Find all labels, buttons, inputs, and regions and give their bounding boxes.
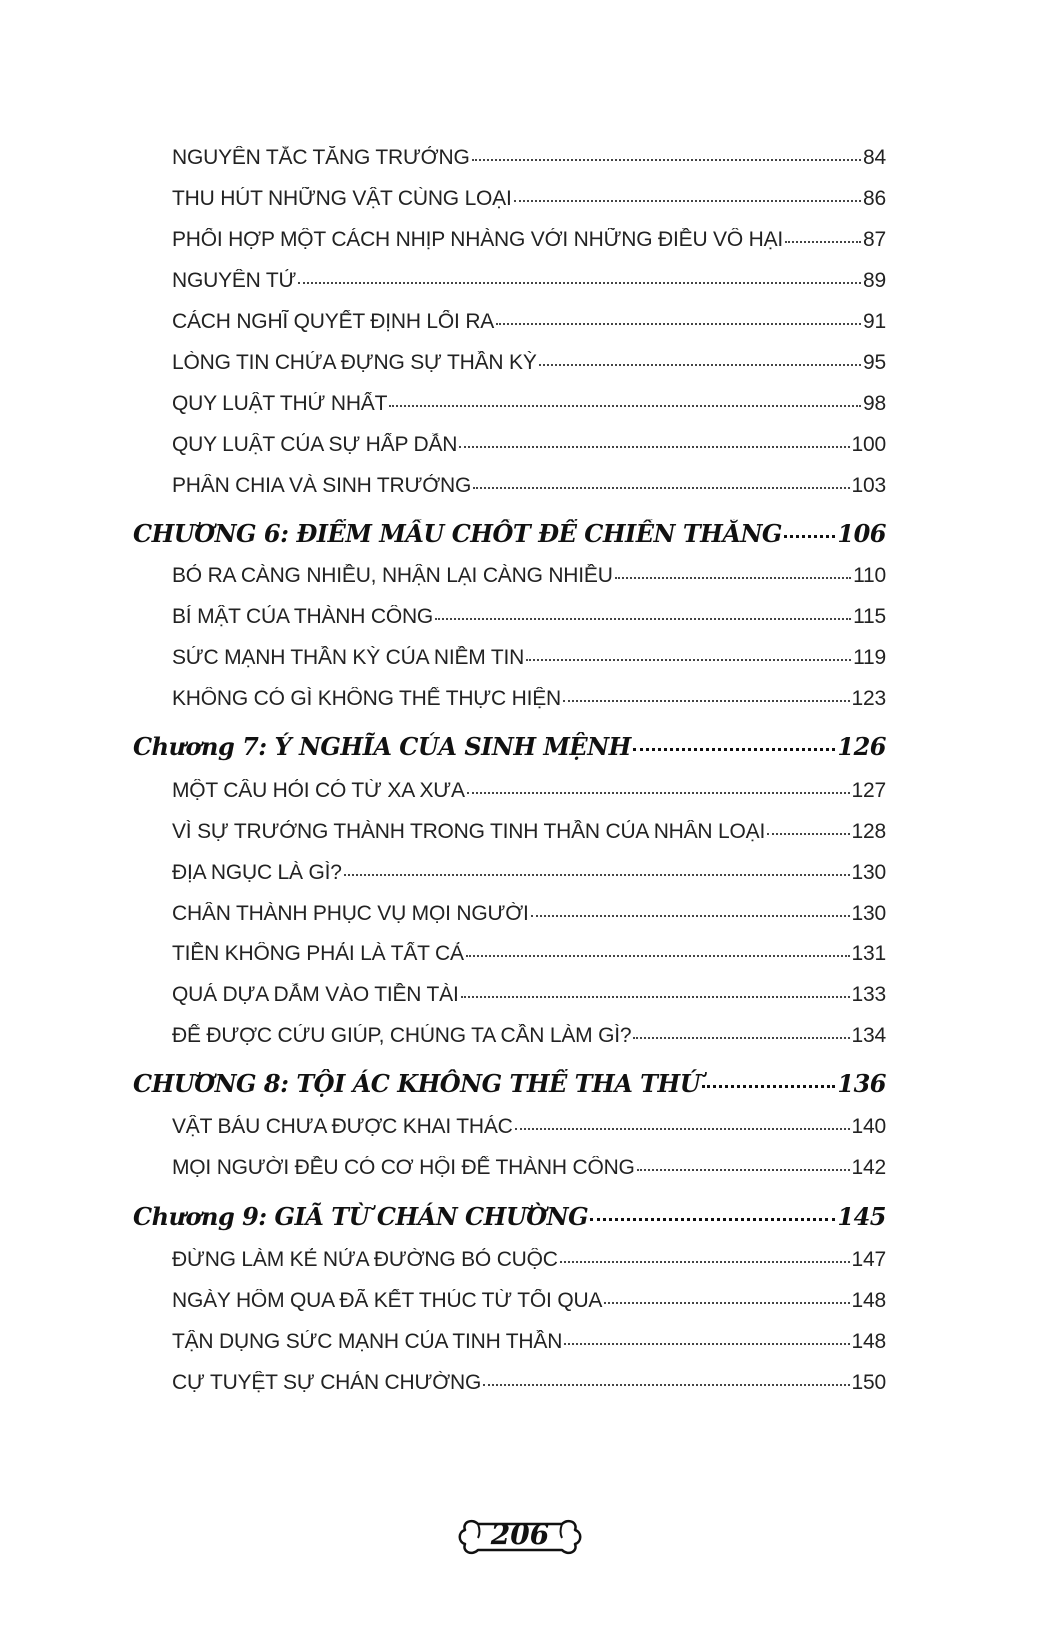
toc-entry-page: 98 bbox=[863, 392, 886, 415]
dot-leader bbox=[435, 618, 851, 620]
toc-entry-page: 123 bbox=[851, 687, 886, 710]
toc-entry bbox=[172, 1024, 886, 1048]
toc-chapter-heading bbox=[133, 1202, 886, 1231]
dot-leader bbox=[633, 748, 836, 751]
toc-entry bbox=[172, 902, 886, 926]
toc-entry-page: 103 bbox=[851, 474, 886, 497]
toc-entry bbox=[172, 392, 886, 416]
toc-entry-title: KHÔNG CÓ GÌ KHÔNG THỂ THỰC HIỆN bbox=[172, 687, 561, 710]
toc-chapter-title: CHƯƠNG 8: TỘI ÁC KHÔNG THỂ THA THỨ bbox=[133, 1069, 701, 1098]
page-number: 206 bbox=[490, 1518, 550, 1551]
toc-entry bbox=[172, 687, 886, 711]
dot-leader bbox=[298, 282, 861, 284]
toc-entry bbox=[172, 779, 886, 803]
toc-entry-title: NGUYÊN TỬ bbox=[172, 269, 297, 292]
dot-leader bbox=[590, 1218, 835, 1221]
toc-entry-title: BỎ RA CÀNG NHIỀU, NHẬN LẠI CÀNG NHIỀU bbox=[172, 564, 613, 587]
toc-entry-title: PHỐI HỢP MỘT CÁCH NHỊP NHÀNG VỚI NHỮNG ĐIỀU VÔ HẠI bbox=[172, 228, 784, 251]
toc-entry-title: ĐỂ ĐƯỢC CỨU GIÚP, CHÚNG TA CẦN LÀM GÌ? bbox=[172, 1024, 632, 1047]
dot-leader bbox=[526, 659, 851, 661]
toc-entry-title: TẬN DỤNG SỨC MẠNH CỦA TINH THẦN bbox=[172, 1330, 563, 1353]
toc-entry-title: CÁCH NGHĨ QUYẾT ĐỊNH LỐI RA bbox=[172, 310, 495, 333]
toc-entry bbox=[172, 861, 886, 885]
toc-entry-title: CHÂN THÀNH PHỤC VỤ MỌI NGƯỜI bbox=[172, 902, 529, 925]
toc-entry bbox=[172, 187, 886, 211]
toc-entry-title: THU HÚT NHỮNG VẬT CÙNG LOẠI bbox=[172, 187, 512, 210]
toc-entry-page: 95 bbox=[863, 351, 886, 374]
toc-entry-page: 147 bbox=[851, 1248, 886, 1271]
toc-entry bbox=[172, 228, 886, 252]
dot-leader bbox=[531, 915, 850, 917]
dot-leader bbox=[564, 1343, 849, 1345]
toc-entry-title: MỌI NGƯỜI ĐỀU CÓ CƠ HỘI ĐỂ THÀNH CÔNG bbox=[172, 1156, 635, 1179]
toc-entry bbox=[172, 474, 886, 498]
toc-chapter-heading bbox=[133, 732, 886, 761]
toc-entry-page: 89 bbox=[863, 269, 886, 292]
toc-entry-title: TIỀN KHÔNG PHẢI LÀ TẤT CẢ bbox=[172, 942, 464, 965]
toc-entry-page: 86 bbox=[863, 187, 886, 210]
toc-entry bbox=[172, 605, 886, 629]
dot-leader bbox=[563, 700, 850, 702]
dot-leader bbox=[389, 405, 861, 407]
toc-entry-title: QUY LUẬT CỦA SỰ HẤP DẪN bbox=[172, 433, 458, 456]
toc-entry-page: 134 bbox=[851, 1024, 886, 1047]
toc-entry bbox=[172, 942, 886, 966]
dot-leader bbox=[483, 1384, 849, 1386]
toc-entry-title: VẬT BÁU CHƯA ĐƯỢC KHAI THÁC bbox=[172, 1115, 513, 1138]
dot-leader bbox=[515, 1128, 850, 1130]
toc-entry-page: 133 bbox=[851, 983, 886, 1006]
toc-entry-title: BÍ MẬT CỦA THÀNH CÔNG bbox=[172, 605, 434, 628]
toc-chapter-page: 126 bbox=[837, 732, 886, 761]
toc-entry-page: 119 bbox=[853, 646, 886, 669]
dot-leader bbox=[473, 487, 849, 489]
dot-leader bbox=[467, 792, 850, 794]
toc-entry-page: 140 bbox=[851, 1115, 886, 1138]
toc-entry-page: 128 bbox=[851, 820, 886, 843]
toc-entry-page: 150 bbox=[851, 1371, 886, 1394]
toc-entry-title: NGUYÊN TẮC TĂNG TRƯỞNG bbox=[172, 146, 470, 169]
toc-entry-title: LÒNG TIN CHỨA ĐỰNG SỰ THẦN KỲ bbox=[172, 351, 537, 374]
toc-entry-page: 91 bbox=[863, 310, 886, 333]
dot-leader bbox=[604, 1302, 849, 1304]
dot-leader bbox=[539, 364, 861, 366]
toc-chapter-page: 145 bbox=[837, 1202, 886, 1231]
toc-chapter-title: Chương 9: GIÃ TỪ CHÁN CHƯỜNG bbox=[133, 1202, 589, 1231]
dot-leader bbox=[461, 996, 850, 998]
toc-entry-title: PHÂN CHIA VÀ SINH TRƯỞNG bbox=[172, 474, 472, 497]
toc-chapter-page: 106 bbox=[837, 519, 886, 548]
toc-entry-title: QUY LUẬT THỨ NHẤT bbox=[172, 392, 388, 415]
dot-leader bbox=[472, 159, 861, 161]
dot-leader bbox=[785, 241, 861, 243]
toc-chapter-heading bbox=[133, 519, 886, 548]
toc-entry-page: 110 bbox=[853, 564, 886, 587]
dot-leader bbox=[344, 874, 850, 876]
toc-entry-page: 100 bbox=[851, 433, 886, 456]
dot-leader bbox=[560, 1261, 850, 1263]
dot-leader bbox=[466, 955, 850, 957]
toc-entry-title: ĐỊA NGỤC LÀ GÌ? bbox=[172, 861, 342, 884]
toc-entry-title: QUÁ DỰA DẪM VÀO TIỀN TÀI bbox=[172, 983, 459, 1006]
page-number-badge bbox=[456, 1512, 584, 1562]
toc-entry-title: NGÀY HÔM QUA ĐÃ KẾT THÚC TỪ TỐI QUA bbox=[172, 1289, 603, 1312]
toc-chapter-title: Chương 7: Ý NGHĨA CỦA SINH MỆNH bbox=[133, 732, 631, 761]
toc-entry-title: ĐỪNG LÀM KẺ NỬA ĐƯỜNG BỎ CUỘC bbox=[172, 1248, 558, 1271]
toc-entry-title: CỰ TUYỆT SỰ CHÁN CHƯỜNG bbox=[172, 1371, 482, 1394]
dot-leader bbox=[702, 1085, 835, 1088]
toc-entry bbox=[172, 269, 886, 293]
dot-leader bbox=[615, 577, 851, 579]
toc-entry-page: 148 bbox=[851, 1330, 886, 1353]
dot-leader bbox=[496, 323, 861, 325]
toc-entry-title: VÌ SỰ TRƯỞNG THÀNH TRONG TINH THẦN CỦA NHÂN LOẠI bbox=[172, 820, 766, 843]
toc-entry bbox=[172, 1115, 886, 1139]
toc-entry-page: 148 bbox=[851, 1289, 886, 1312]
toc-entry-title: SỨC MẠNH THẦN KỲ CỦA NIỀM TIN bbox=[172, 646, 525, 669]
toc-entry bbox=[172, 1248, 886, 1272]
toc-entry bbox=[172, 1330, 886, 1354]
toc-entry bbox=[172, 146, 886, 170]
toc-entry-page: 130 bbox=[851, 902, 886, 925]
toc-chapter-title: CHƯƠNG 6: ĐIỂM MẤU CHỐT ĐỂ CHIẾN THẮNG bbox=[133, 519, 782, 548]
toc-entry-page: 127 bbox=[851, 779, 886, 802]
toc-entry-page: 142 bbox=[851, 1156, 886, 1179]
toc-entry bbox=[172, 351, 886, 375]
toc-entry bbox=[172, 1289, 886, 1313]
toc-entry bbox=[172, 433, 886, 457]
toc-entry bbox=[172, 1371, 886, 1395]
toc-entry bbox=[172, 983, 886, 1007]
dot-leader bbox=[633, 1037, 849, 1039]
toc-entry bbox=[172, 820, 886, 844]
dot-leader bbox=[459, 446, 849, 448]
dot-leader bbox=[767, 833, 849, 835]
toc-entry-title: MỘT CÂU HỎI CÓ TỪ XA XƯA bbox=[172, 779, 465, 802]
toc-entry bbox=[172, 1156, 886, 1180]
toc-entry-page: 87 bbox=[863, 228, 886, 251]
dot-leader bbox=[514, 200, 861, 202]
toc-entry-page: 84 bbox=[863, 146, 886, 169]
dot-leader bbox=[784, 535, 835, 538]
toc-chapter-heading bbox=[133, 1069, 886, 1098]
toc-entry-page: 115 bbox=[853, 605, 886, 628]
dot-leader bbox=[637, 1169, 850, 1171]
toc-entry-page: 131 bbox=[851, 942, 886, 965]
toc-entry bbox=[172, 646, 886, 670]
toc-entry-page: 130 bbox=[851, 861, 886, 884]
toc-entry bbox=[172, 564, 886, 588]
toc-entry bbox=[172, 310, 886, 334]
toc-chapter-page: 136 bbox=[837, 1069, 886, 1098]
